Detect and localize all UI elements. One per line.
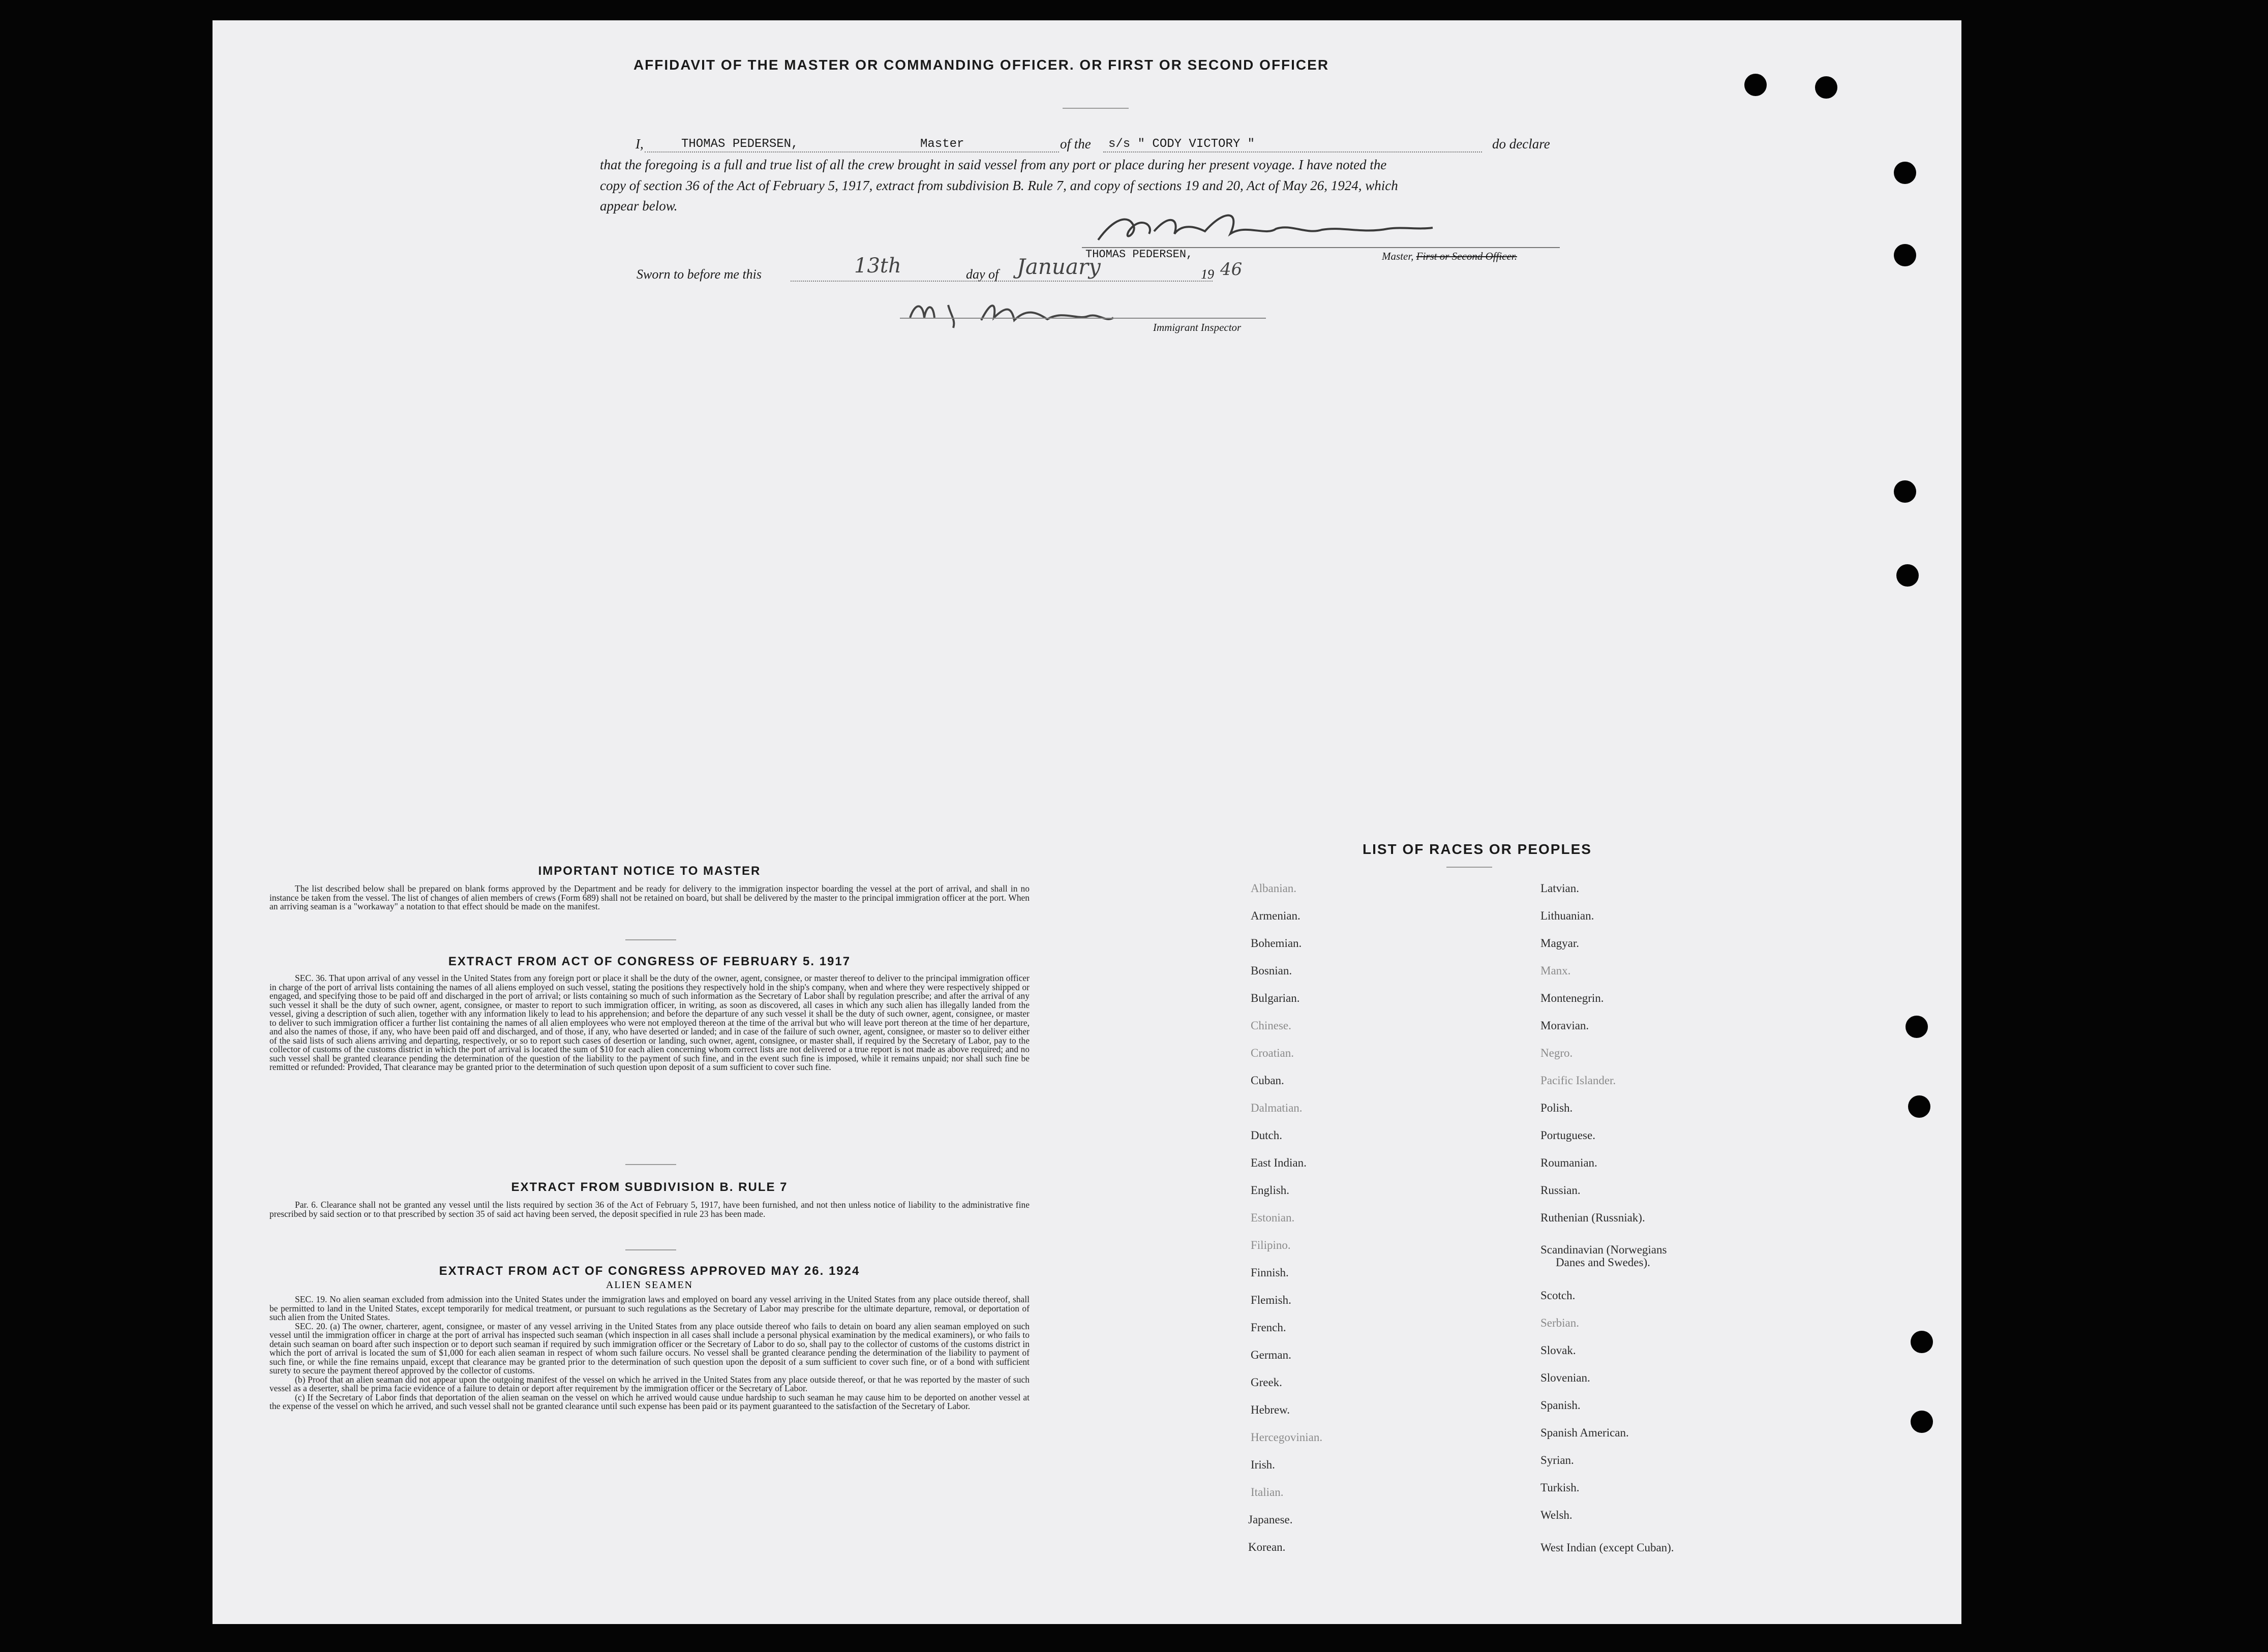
signer-title: Master, First or Second Officer. xyxy=(1382,250,1517,262)
declaration-line-3: copy of section 36 of the Act of February 5, 1917, extract from subdivision B. Rule 7, and copy of sections 19 and 20, Act of May 26, 1924, which xyxy=(600,178,1398,193)
race-right: Lithuanian. xyxy=(1540,909,1594,922)
act-1924-title: EXTRACT FROM ACT OF CONGRESS APPROVED MAY 26. 1924 xyxy=(439,1264,860,1278)
act-1924-sec20c: (c) If the Secretary of Labor finds that deportation of the alien seaman on the vessel on which he arrived would cause undue hardship to such seaman he may cause him to be deported on another vessel at the expense of the vessel on which he arrived, and such vessel shall not be granted clearance until such expense has been paid or its payment guaranteed to the satisfaction of the Secretary of Labor. xyxy=(269,1392,1030,1411)
race-left: Cuban. xyxy=(1251,1074,1284,1087)
race-right: Syrian. xyxy=(1540,1454,1574,1466)
title-divider xyxy=(1063,108,1129,109)
race-left: Italian. xyxy=(1251,1486,1284,1498)
race-right: Russian. xyxy=(1540,1184,1581,1197)
race-left: Irish. xyxy=(1251,1458,1275,1471)
race-right: West Indian (except Cuban). xyxy=(1540,1541,1674,1554)
race-left: Albanian. xyxy=(1251,882,1297,895)
race-right: Ruthenian (Russniak). xyxy=(1540,1211,1645,1224)
rule7-text: Par. 6. Clearance shall not be granted any vessel until the lists required by section 36 of the Act of February 5, 1917, have been furnished, and not then unless notice of liability to the administrative fine prescribed by said section or to that prescribed by section 35 of said act having been served, the deposit specified in rule 23 has been made. xyxy=(269,1200,1030,1219)
race-right: Montenegrin. xyxy=(1540,992,1604,1004)
race-right: Serbian. xyxy=(1540,1317,1580,1329)
punch-hole xyxy=(1894,244,1916,266)
declaration-line-4: appear below. xyxy=(600,198,678,213)
race-left: Filipino. xyxy=(1251,1239,1291,1251)
race-right: Turkish. xyxy=(1540,1481,1580,1494)
race-left: Hercegovinian. xyxy=(1251,1431,1323,1444)
punch-hole xyxy=(1908,1095,1930,1118)
act-1924-sec20b: (b) Proof that an alien seaman did not appear upon the outgoing manifest of the vessel on which he arrived in the United States from any place outside thereof, or that he was reported by the master of such vessel as a deserter, shall be prima facie evidence of a failure to detain or deport after requirement by the immigration officer or the Secretary of Labor. xyxy=(269,1374,1030,1393)
master-name: THOMAS PEDERSEN, xyxy=(681,137,799,151)
race-left: East Indian. xyxy=(1251,1156,1307,1169)
race-right: Polish. xyxy=(1540,1102,1573,1114)
act-1924-subtitle: ALIEN SEAMEN xyxy=(606,1279,693,1291)
race-right: Scandinavian (Norwegians xyxy=(1540,1243,1667,1256)
race-left: Dutch. xyxy=(1251,1129,1282,1142)
race-right: Slovak. xyxy=(1540,1344,1576,1357)
race-left: German. xyxy=(1251,1349,1291,1361)
sworn-dotted-line xyxy=(791,281,1213,282)
race-left: Armenian. xyxy=(1251,909,1301,922)
rule7-section xyxy=(269,1180,1030,1218)
act-1917-section xyxy=(269,955,1030,1072)
race-left: English. xyxy=(1251,1184,1290,1197)
race-right: Pacific Islander. xyxy=(1540,1074,1616,1087)
race-left: Bohemian. xyxy=(1251,937,1302,950)
race-left: Hebrew. xyxy=(1251,1403,1290,1416)
race-right: Negro. xyxy=(1540,1047,1573,1059)
punch-hole xyxy=(1906,1016,1928,1038)
race-left: Japanese. xyxy=(1248,1513,1293,1526)
vessel-name: s/s " CODY VICTORY " xyxy=(1108,137,1255,151)
race-right: Roumanian. xyxy=(1540,1156,1597,1169)
declare-suffix: do declare xyxy=(1492,136,1550,151)
notice-section xyxy=(269,864,1030,911)
day-of-label: day of xyxy=(966,267,999,282)
race-left: French. xyxy=(1251,1321,1286,1334)
sworn-day: 13th xyxy=(854,254,901,278)
act-1917-text: SEC. 36. That upon arrival of any vessel in the United States from any foreign port or place it shall be the duty of the owner, agent, consignee, or master thereof to deliver to the principal immigration officer in charge of the port of arrival lists containing the names of all aliens employed on such vessel, stating the positions they respectively hold in the ship's company, when and where they were respectively shipped or engaged, and specifying those to be paid off and discharged in the port of arrival; or lists containing so much of such information as the Secretary of Labor shall by regulation prescribe; and after the arrival of any such vessel it shall be the duty of such owner, agent, consignee, or master to report to such immigration officer, in writing, as soon as discovered, all cases in which any such alien has illegally landed from the vessel, giving a description of such alien, together with any information likely to lead to his apprehension; and before the departure of any such vessel it shall be the duty of such owner, agent, consignee, or master to deliver to such immigration officer a further list containing the names of all alien employees who were not employed thereon at the time of the arrival but who will leave port thereon at the time of her departure, and also the names of those, if any, who have been paid off and discharged, and of those, if any, who have deserted or landed; and in case of the failure of such owner, agent, consignee, or master so to deliver either of the said lists of such aliens arriving and departing, respectively, or so to report such cases of desertion or landing, such owner, agent, consignee, or master shall, if required by the Secretary of Labor, pay to the collector of customs of the customs district in which the port of arrival is located the sum of $10 for each alien concerning whom correct lists are not delivered or a true report is not made as above required; and no such vessel shall be granted clearance pending the determination of the question of the liability to the payment of such fine, and in the event such fine is imposed, while it remains unpaid; nor shall such fine be remitted or refunded: Provided, That clearance may be granted prior to the determination of such question upon deposit of a sum sufficient to cover such fine. xyxy=(269,973,1030,1072)
race-left: Greek. xyxy=(1251,1376,1282,1389)
punch-hole xyxy=(1911,1411,1933,1433)
punch-hole xyxy=(1815,76,1837,99)
race-right: Magyar. xyxy=(1540,937,1580,950)
race-left: Flemish. xyxy=(1251,1294,1291,1306)
race-right: Welsh. xyxy=(1540,1509,1573,1521)
act-1924-sec19: SEC. 19. No alien seaman excluded from admission into the United States under the immigration laws and employed on board any vessel arriving in the United States from any place outside thereof, shall be permitted to land in the United States, except temporarily for medical treatment, or pursuant to such regulations as the Secretary of Labor may prescribe for the ultimate departure, removal, or deportation of such alien from the United States. xyxy=(269,1294,1030,1322)
punch-hole xyxy=(1744,74,1767,96)
race-right: Portuguese. xyxy=(1540,1129,1595,1142)
sworn-month: January xyxy=(1017,254,1101,279)
races-divider xyxy=(1446,867,1492,868)
struck-officer-title: First or Second Officer. xyxy=(1416,250,1517,262)
punch-hole xyxy=(1894,162,1916,184)
punch-hole xyxy=(1896,564,1919,587)
punch-hole xyxy=(1911,1331,1933,1353)
declaration-prefix: I, xyxy=(636,136,644,151)
race-right: Slovenian. xyxy=(1540,1371,1590,1384)
sworn-line: Sworn to before me this xyxy=(637,267,762,282)
inspector-signature xyxy=(905,290,1169,335)
rule7-divider xyxy=(625,1249,676,1250)
vessel-dotted-line xyxy=(1103,151,1482,152)
inspector-label: Immigrant Inspector xyxy=(1153,321,1242,333)
race-left: Estonian. xyxy=(1251,1211,1295,1224)
notice-text: The list described below shall be prepared on blank forms approved by the Department and be ready for delivery to the immigration inspector boarding the vessel at the port of arrival, and shall in no instance be taken from the vessel. The list of changes of alien members of crews (Form 689) shall not be retained on board, but shall be delivered by the master to the principal immigration officer at the port. When an arriving seaman is a "workaway" a notation to that effect should be made on the manifest. xyxy=(269,883,1030,911)
year-prefix: 19 xyxy=(1201,267,1214,282)
notice-divider xyxy=(625,939,676,940)
year-suffix: 46 xyxy=(1220,259,1243,280)
signer-typed-name: THOMAS PEDERSEN, xyxy=(1085,248,1193,261)
race-left: Bulgarian. xyxy=(1251,992,1300,1004)
race-left: Dalmatian. xyxy=(1251,1102,1303,1114)
race-right: Manx. xyxy=(1540,964,1571,977)
act-1917-title: EXTRACT FROM ACT OF CONGRESS OF FEBRUARY 5. 1917 xyxy=(448,955,851,968)
punch-hole xyxy=(1894,480,1916,503)
rule7-title: EXTRACT FROM SUBDIVISION B. RULE 7 xyxy=(511,1180,788,1194)
act-1924-sec20a: SEC. 20. (a) The owner, charterer, agent, consignee, or master of any vessel arriving in the United States from any place outside thereof who fails to detain on board any alien seaman employed on such vessel until the immigration officer in charge at the port of arrival has inspected such seaman (which inspection in all cases shall include a personal physical examination by the medical examiners), or who fails to detain such seaman on board after such inspection or to deport such seaman if required by such immigration officer or the Secretary of Labor to do so, shall pay to the collector of customs of the customs district in which the port of arrival is located the sum of $1,000 for each alien seaman in respect of whom such failure occurs. No vessel shall be granted clearance pending the determination of the liability to payment of such fine, or while the fine remains unpaid, except that clearance may be granted prior to the determination of such question upon the deposit of a sum sufficient to cover such fine, or of a bond with sufficient surety to secure the payment thereof approved by the collector of customs. xyxy=(269,1321,1030,1375)
race-left: Bosnian. xyxy=(1251,964,1292,977)
race-right: Spanish. xyxy=(1540,1399,1581,1412)
name-dotted-line xyxy=(645,151,1059,152)
master-rank: Master xyxy=(920,137,964,151)
race-left: Finnish. xyxy=(1251,1266,1289,1279)
of-the-label: of the xyxy=(1060,136,1091,151)
master-signature xyxy=(1093,203,1439,249)
race-left: Chinese. xyxy=(1251,1019,1291,1032)
race-right: Scotch. xyxy=(1540,1289,1576,1302)
race-right: Latvian. xyxy=(1540,882,1579,895)
race-right: Spanish American. xyxy=(1540,1426,1629,1439)
declaration-line-2: that the foregoing is a full and true list of all the crew brought in said vessel from any port or place during her present voyage. I have noted the xyxy=(600,157,1387,172)
race-left: Korean. xyxy=(1248,1541,1286,1553)
act-1917-divider xyxy=(625,1164,676,1165)
race-right: Moravian. xyxy=(1540,1019,1589,1032)
notice-title: IMPORTANT NOTICE TO MASTER xyxy=(538,864,761,878)
races-title: LIST OF RACES OR PEOPLES xyxy=(1363,841,1592,857)
race-left: Croatian. xyxy=(1251,1047,1294,1059)
inspector-line xyxy=(900,318,1266,319)
race-right: Danes and Swedes). xyxy=(1556,1256,1650,1269)
affidavit-title: AFFIDAVIT OF THE MASTER OR COMMANDING OFFICER. OR FIRST OR SECOND OFFICER xyxy=(633,57,1329,73)
act-1924-section xyxy=(269,1264,1030,1411)
